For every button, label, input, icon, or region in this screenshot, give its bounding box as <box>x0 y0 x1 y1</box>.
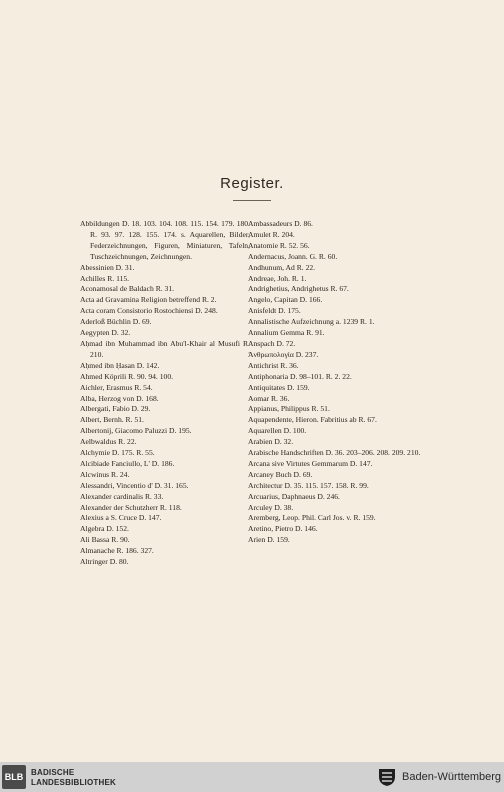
register-entry: Aelbwaldus R. 22. <box>80 437 137 447</box>
title-rule <box>233 200 271 201</box>
blb-logo-icon[interactable]: BLB <box>2 765 26 789</box>
register-entry: Antichrist R. 36. <box>248 360 299 370</box>
page-title: Register. <box>220 175 284 192</box>
register-entry: Aichler, Erasmus R. 54. <box>80 382 153 392</box>
register-entry: Arcana sive Virtutes Gemmarum D. 147. <box>248 458 373 468</box>
register-entry: Aderloß Büchlin D. 69. <box>80 317 152 327</box>
library-name-line2: LANDESBIBLIOTHEK <box>31 777 116 787</box>
register-entry: Arcuarius, Daphnaeus D. 246. <box>248 491 340 501</box>
register-entry: Appianus, Philippus R. 51. <box>248 404 330 414</box>
register-entry: Amulet R. 204. <box>248 229 295 239</box>
register-entry: Anatomie R. 52. 56. <box>248 240 310 250</box>
footer-bar <box>0 762 504 792</box>
register-entry: Annalistische Aufzeichnung a. 1239 R. 1. <box>248 317 375 327</box>
register-entry: Arabische Handschriften D. 36. 203–206. 208. 209. 210. <box>248 448 421 458</box>
register-entry: Alcwinus R. 24. <box>80 469 130 479</box>
register-entry: Arien D. 159. <box>248 535 290 545</box>
register-entry: Ali Bassa R. 90. <box>80 535 130 545</box>
register-column-right <box>248 219 430 546</box>
register-entry: Albergati, Fabio D. 29. <box>80 404 151 414</box>
register-entry: Aḥmad ibn Muhammad ibn Abu'l-Khair al Musufi R. 210. <box>80 338 250 359</box>
register-entry: Architectur D. 35. 115. 157. 158. R. 99. <box>248 480 369 490</box>
register-entry: Aretino, Pietro D. 146. <box>248 524 318 534</box>
register-entry: Angelo, Capitan D. 166. <box>248 295 323 305</box>
register-entry: Ambassadeurs D. 86. <box>248 219 313 228</box>
library-name-line1: BADISCHE <box>31 768 75 777</box>
register-entry: Alexius a S. Cruce D. 147. <box>80 513 162 523</box>
register-entry: Alexander cardinalis R. 33. <box>80 491 164 501</box>
register-entry: Arcaney Buch D. 69. <box>248 469 313 479</box>
register-entry: Annalium Gemma R. 91. <box>248 328 325 338</box>
register-entry: Aomar R. 36. <box>248 393 290 403</box>
register-entry: Abbildungen D. 18. 103. 104. 108. 115. 154. 179. 180. R. 93. 97. 128. 155. 174. s. Aquarellen, Bilder, Federzeichnungen, Figuren, Miniaturen, Tafeln, Tuschzeichnungen, Zeichnungen. <box>80 219 250 261</box>
register-entry: Ἀνθρωπολογία D. 237. <box>248 349 319 359</box>
register-entry: Almanache R. 186. 327. <box>80 546 154 556</box>
register-entry: Albertonij, Giacomo Paluzzi D. 195. <box>80 426 192 436</box>
register-entry: Arculey D. 38. <box>248 502 294 512</box>
register-entry: Aquapendente, Hieron. Fabritius ab R. 67. <box>248 415 377 425</box>
register-entry: Acta ad Gravamina Religion betreffend R. 2. <box>80 295 217 305</box>
register-entry: Aconamosal de Baldach R. 31. <box>80 284 175 294</box>
register-entry: Aḥmed ibn Ḥasan D. 142. <box>80 360 160 370</box>
register-entry: Alcibiade Fanciullo, L' D. 186. <box>80 458 175 468</box>
register-entry: Alexander der Schutzherr R. 118. <box>80 502 182 512</box>
register-entry: Anisfeldt D. 175. <box>248 306 301 316</box>
register-entry: Algebra D. 152. <box>80 524 129 534</box>
library-name[interactable] <box>31 768 116 787</box>
register-entry: Alba, Herzog von D. 168. <box>80 393 159 403</box>
register-entry: Alchymie D. 175. R. 55. <box>80 448 155 458</box>
register-entry: Alessandri, Vincentio d' D. 31. 165. <box>80 480 189 490</box>
region-name[interactable]: Baden-Württemberg <box>402 771 502 783</box>
register-entry: Aquarellen D. 100. <box>248 426 307 436</box>
register-entry: Acta coram Consistorio Rostochiensi D. 248. <box>80 306 218 316</box>
register-entry: Aegypten D. 32. <box>80 328 131 338</box>
register-column-left <box>80 219 250 568</box>
register-entry: Altringer D. 80. <box>80 557 129 567</box>
register-entry: Arabien D. 32. <box>248 437 294 447</box>
register-entry: Aremberg, Leop. Phil. Carl Jos. v. R. 159. <box>248 513 376 523</box>
coat-of-arms-icon <box>376 767 398 787</box>
register-entry: Albert, Bernh. R. 51. <box>80 415 144 425</box>
register-entry: Andrighetius, Andrighetus R. 67. <box>248 284 349 294</box>
register-entry: Antiphonaria D. 98–101. R. 2. 22. <box>248 371 352 381</box>
register-entry: Anspach D. 72. <box>248 338 296 348</box>
register-entry: Andernacus, Joann. G. R. 60. <box>248 251 338 261</box>
register-entry: Andhunum, Ad R. 22. <box>248 262 316 272</box>
register-entry: Achilles R. 115. <box>80 273 130 283</box>
register-entry: Ahmed Köprili R. 90. 94. 100. <box>80 371 174 381</box>
register-entry: Antiquitates D. 159. <box>248 382 310 392</box>
register-entry: Andreae, Joh. R. 1. <box>248 273 307 283</box>
register-entry: Abessinien D. 31. <box>80 262 135 272</box>
